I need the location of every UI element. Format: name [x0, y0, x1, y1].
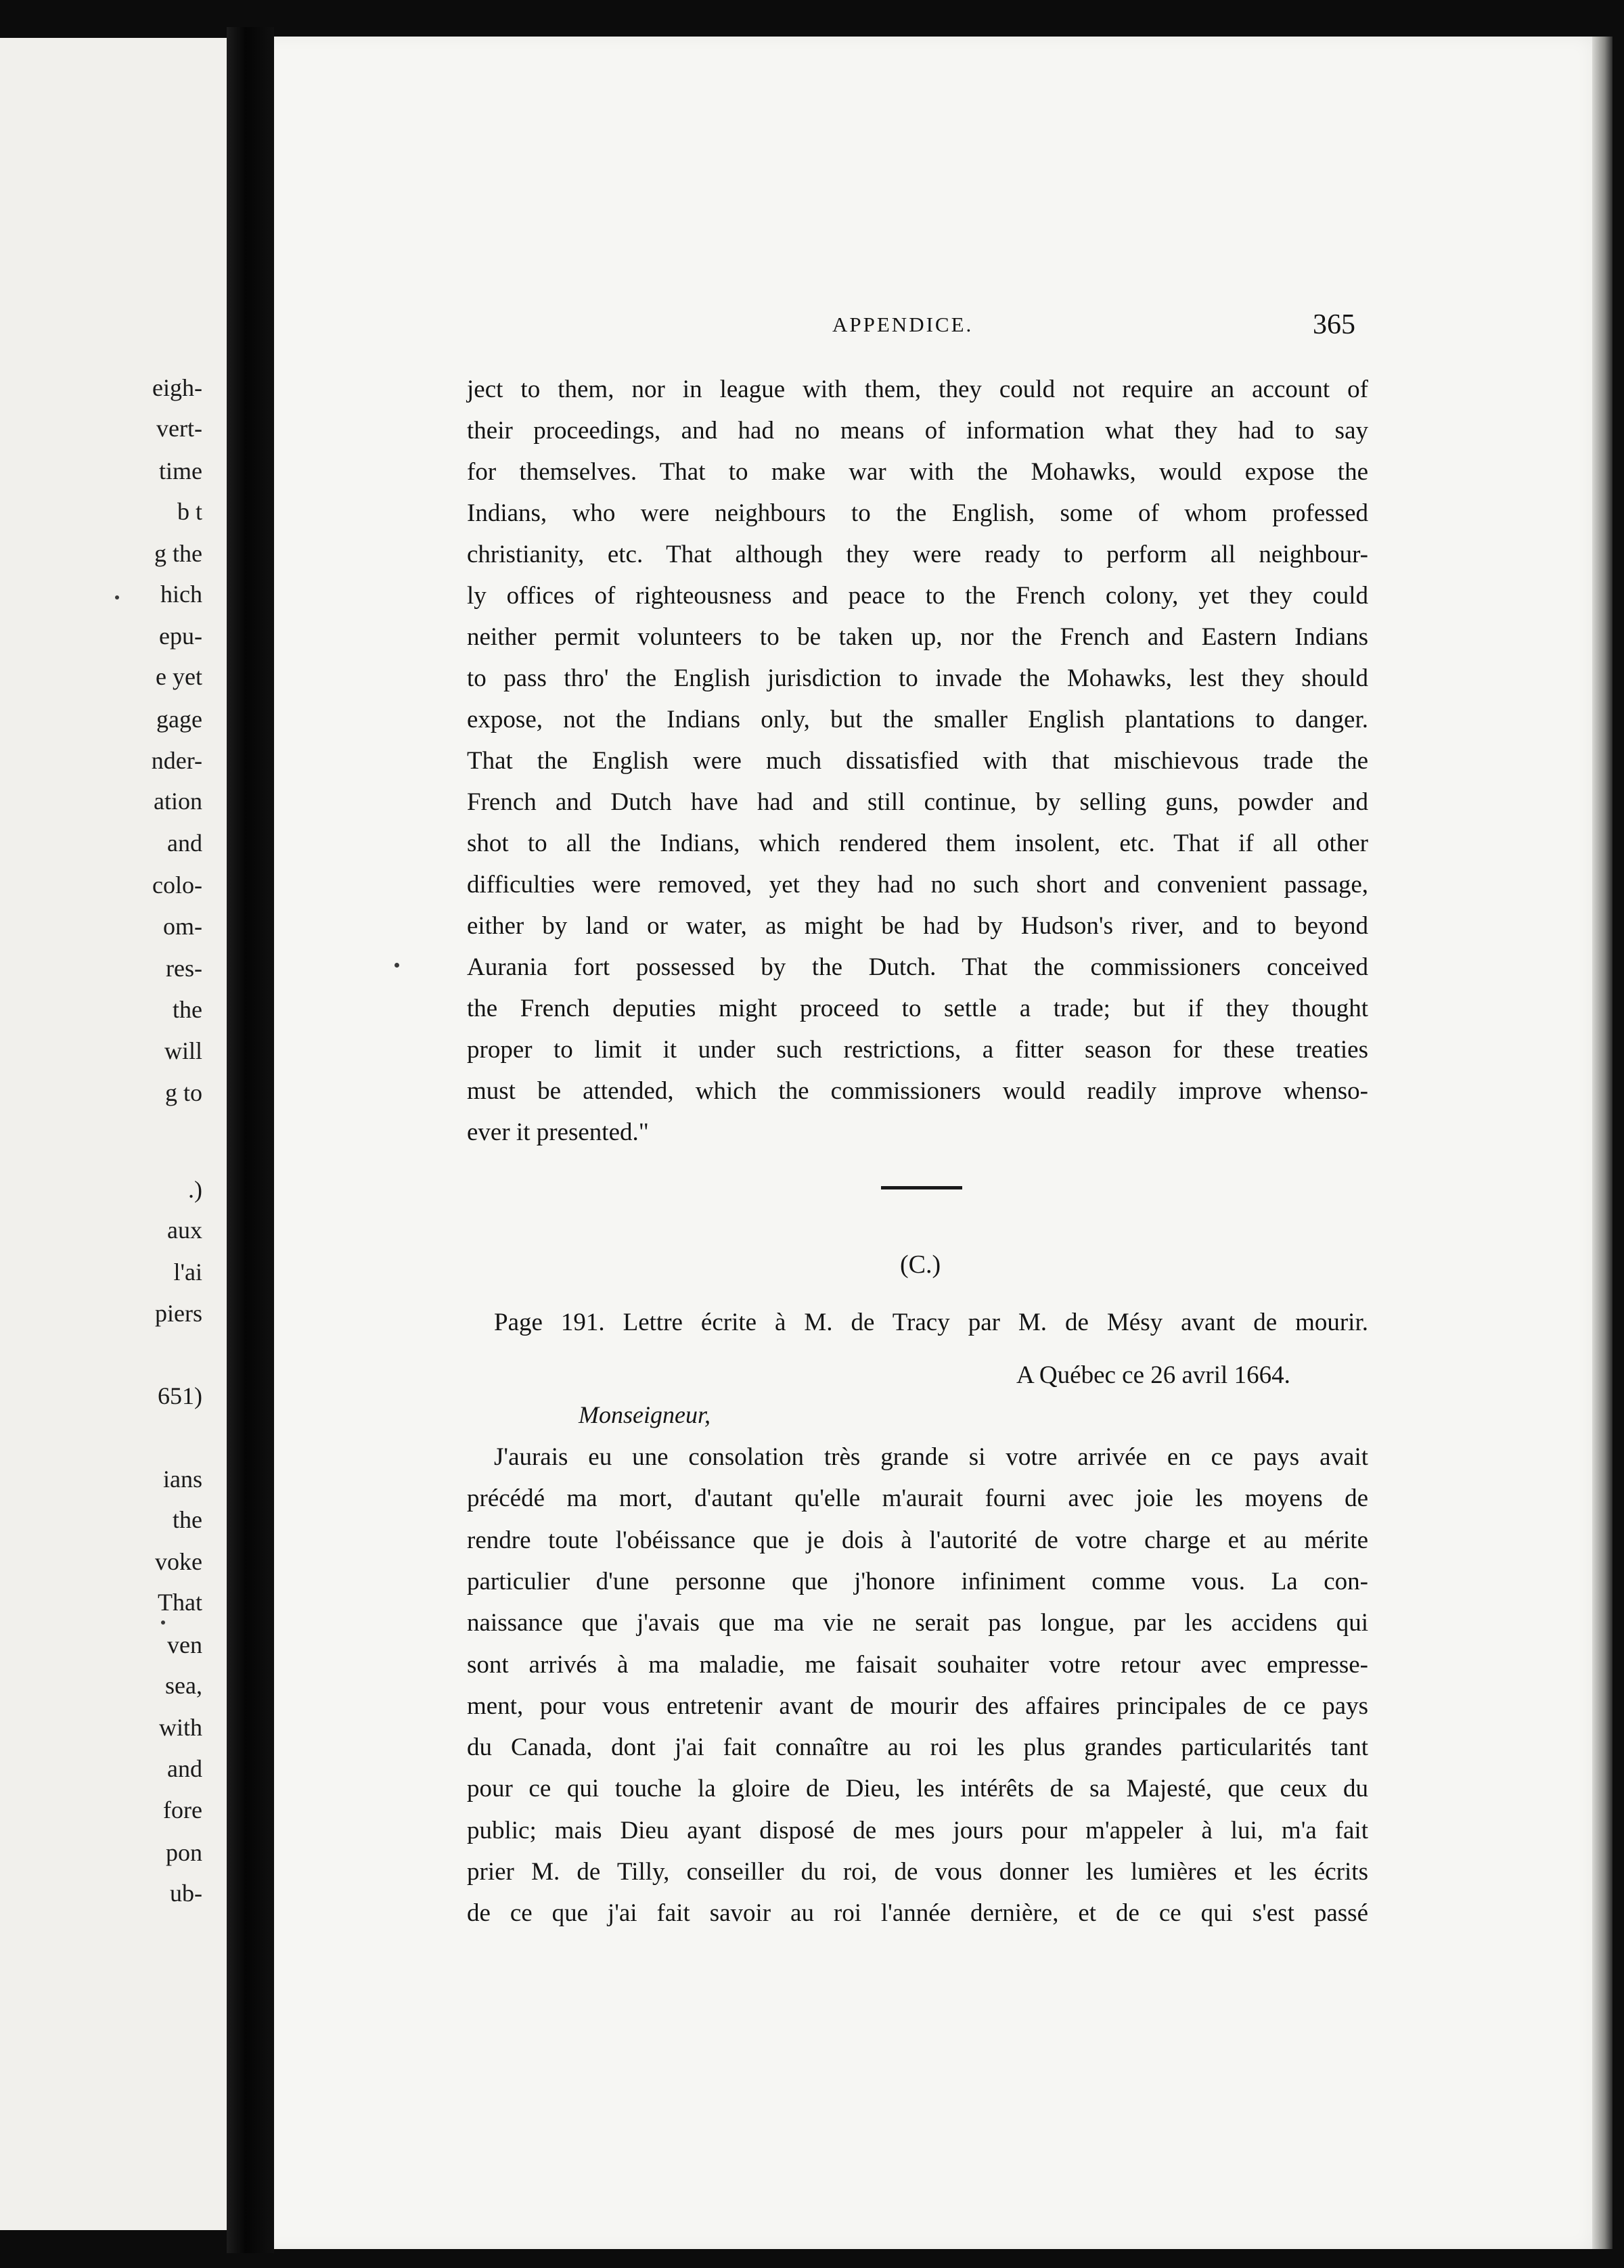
left-page-fragment: colo-	[152, 871, 202, 899]
body-line: expose, not the Indians only, but the smaller English plantations to danger.	[467, 706, 1368, 733]
running-head: APPENDICE.	[832, 313, 974, 336]
left-page-fragment: That	[158, 1589, 202, 1616]
left-page-fragment: eigh-	[152, 374, 202, 401]
scan-speck	[394, 963, 399, 968]
left-page-fragment: piers	[155, 1300, 202, 1327]
scan-speck	[161, 1620, 165, 1625]
letter-line: prier M. de Tilly, conseiller du roi, de vous donner les lumières et les écrits	[467, 1858, 1368, 1886]
page-number: 365	[1313, 309, 1355, 340]
body-line: the French deputies might proceed to settle a trade; but if they thought	[467, 995, 1368, 1022]
left-page-fragment: with	[158, 1714, 202, 1741]
body-line: neither permit volunteers to be taken up, nor the French and Eastern Indians	[467, 623, 1368, 651]
left-page-fragment: 651)	[158, 1382, 202, 1409]
letter-salutation: Monseigneur,	[579, 1401, 710, 1428]
body-line: christianity, etc. That although they were ready to perform all neighbour-	[467, 541, 1368, 568]
letter-line: particulier d'une personne que j'honore infiniment comme vous. La con-	[467, 1568, 1368, 1595]
letter-line: J'aurais eu une consolation très grande si votre arrivée en ce pays avait	[494, 1443, 1368, 1471]
left-page-fragment: voke	[155, 1548, 202, 1575]
left-page-fragment: ation	[154, 788, 202, 815]
body-line: Indians, who were neighbours to the English, some of whom professed	[467, 499, 1368, 527]
body-line: shot to all the Indians, which rendered them insolent, etc. That if all other	[467, 830, 1368, 857]
body-line: That the English were much dissatisfied with that mischievous trade the	[467, 747, 1368, 775]
left-page-fragment: the	[173, 1506, 202, 1533]
letter-heading: Page 191. Lettre écrite à M. de Tracy par M. de Mésy avant de mourir.	[494, 1309, 1368, 1336]
left-page-fragment: the	[173, 996, 202, 1023]
left-page-fragment: vert-	[156, 415, 202, 442]
left-page-fragment: aux	[167, 1217, 202, 1244]
body-line: French and Dutch have had and still continue, by selling guns, powder and	[467, 788, 1368, 816]
body-line: difficulties were removed, yet they had no such short and convenient passage,	[467, 871, 1368, 899]
left-page-fragment: e yet	[156, 663, 202, 690]
section-divider-rule	[881, 1186, 962, 1189]
letter-line: du Canada, dont j'ai fait connaître au roi les plus grandes particularités tant	[467, 1733, 1368, 1761]
scan-speck	[115, 595, 119, 599]
left-page-fragment: ven	[167, 1631, 202, 1658]
body-line: must be attended, which the commissioners would readily improve whenso-	[467, 1077, 1368, 1105]
body-line: Aurania fort possessed by the Dutch. That the commissioners conceived	[467, 953, 1368, 981]
body-line: ly offices of righteousness and peace to the French colony, yet they could	[467, 582, 1368, 610]
body-line: ject to them, nor in league with them, they could not require an account of	[467, 376, 1368, 403]
body-line: ever it presented."	[467, 1118, 649, 1146]
body-line: their proceedings, and had no means of information what they had to say	[467, 417, 1368, 445]
left-page-fragment: .)	[188, 1176, 202, 1203]
letter-line: rendre toute l'obéissance que je dois à l'autorité de votre charge et au mérite	[467, 1526, 1368, 1554]
left-page-fragment: b t	[177, 498, 202, 525]
body-line: for themselves. That to make war with the Mohawks, would expose the	[467, 458, 1368, 486]
left-page-fragment: and	[167, 1755, 202, 1782]
left-page-fragment: sea,	[165, 1672, 202, 1699]
left-page-fragment: and	[167, 830, 202, 857]
letter-line: sont arrivés à ma maladie, me faisait souhaiter votre retour avec empresse-	[467, 1651, 1368, 1679]
left-page-fragment: ians	[163, 1466, 202, 1493]
book-gutter	[227, 27, 274, 2253]
letter-dateline: A Québec ce 26 avril 1664.	[1016, 1361, 1290, 1389]
letter-line: de ce que j'ai fait savoir au roi l'année dernière, et de ce qui s'est passé	[467, 1899, 1368, 1927]
left-page-fragment: will	[164, 1037, 202, 1064]
section-label: (C.)	[900, 1250, 941, 1279]
letter-line: pour ce qui touche la gloire de Dieu, les intérêts de sa Majesté, que ceux du	[467, 1775, 1368, 1802]
left-page-fragment: pon	[166, 1839, 202, 1866]
body-line: either by land or water, as might be had by Hudson's river, and to beyond	[467, 912, 1368, 940]
letter-line: public; mais Dieu ayant disposé de mes jours pour m'appeler à lui, m'a fait	[467, 1817, 1368, 1844]
left-page-text-fragments	[0, 38, 227, 2230]
left-page-fragment: nder-	[151, 747, 202, 774]
body-line: to pass thro' the English jurisdiction to invade the Mohawks, lest they should	[467, 664, 1368, 692]
left-page-fragment: fore	[163, 1796, 202, 1823]
left-page-fragment: hich	[160, 581, 202, 608]
letter-line: précédé ma mort, d'autant qu'elle m'aurait fourni avec joie les moyens de	[467, 1484, 1368, 1512]
left-page-fragment: g to	[164, 1079, 202, 1106]
letter-line: ment, pour vous entretenir avant de mourir des affaires principales de ce pays	[467, 1692, 1368, 1720]
page-edge-shadow	[1592, 37, 1612, 2249]
left-page-fragment: epu-	[159, 622, 202, 650]
left-page-fragment: l'ai	[173, 1258, 202, 1286]
left-facing-page	[0, 38, 227, 2230]
left-page-fragment: gage	[156, 706, 202, 733]
letter-line: naissance que j'avais que ma vie ne serait pas longue, par les accidens qui	[467, 1609, 1368, 1637]
left-page-fragment: om-	[163, 913, 202, 940]
left-page-fragment: g the	[154, 540, 202, 567]
left-page-fragment: time	[159, 457, 202, 484]
body-line: proper to limit it under such restrictions, a fitter season for these treaties	[467, 1036, 1368, 1064]
left-page-fragment: res-	[166, 955, 202, 982]
left-page-fragment: ub-	[170, 1880, 202, 1907]
